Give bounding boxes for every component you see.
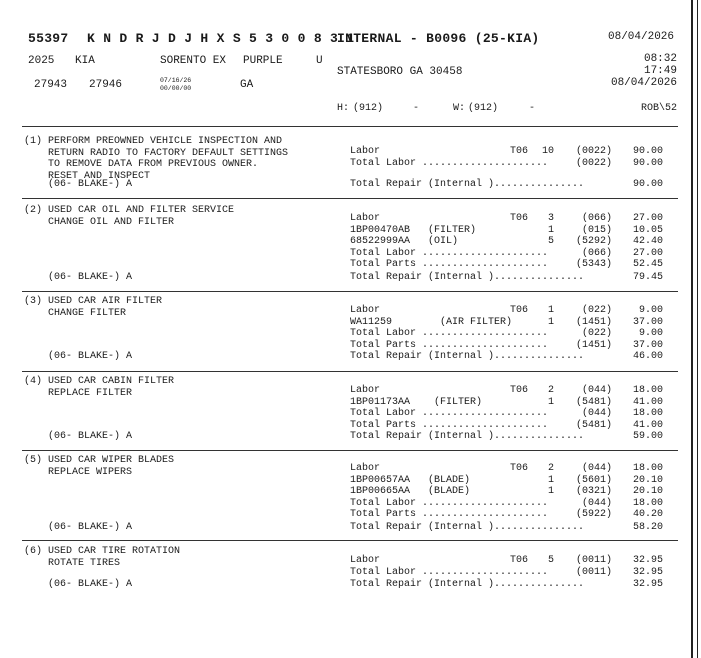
line-item-label: Total Parts ..................... [350,419,549,431]
line-item-ref: (5481) [575,419,612,431]
home-phone-label: H: [337,103,350,114]
divider [22,198,678,199]
line-item-amount: 46.00 [632,351,663,362]
divider [22,371,678,372]
line-item-ref: (044) [581,408,612,420]
line-item-label: Total Labor ..................... [350,408,549,420]
line-item-ref: (0022) [575,146,612,157]
line-item-amount: 52.45 [632,259,663,271]
line-item-label: Total Labor ..................... [350,566,549,578]
line-item-label: Total Parts ..................... [350,339,549,351]
line-item-qty: 1 [547,305,554,316]
job-description-line: (6) USED CAR TIRE ROTATION [24,546,181,557]
vehicle-color: PURPLE [243,55,283,67]
line-item-amount: 37.00 [632,316,663,328]
line-item-ref: (044) [581,497,612,509]
line-item-amount: 18.00 [632,408,663,420]
line-item-label: Labor [350,385,381,396]
job-description-line: (4) USED CAR CABIN FILTER [24,376,175,387]
vin: K N D R J D J H X S 5 3 0 0 8 3 1 [87,31,355,46]
line-item-qty: 5 [547,555,554,566]
line-item-tech-code: T06 [510,305,529,316]
job-description-line: RESET AND INSPECT [24,170,151,182]
line-item-label: 68522999AA (OIL) [350,236,459,248]
line-item-label: Total Labor ..................... [350,328,549,340]
line-item-ref: (015) [581,224,612,236]
divider [22,126,678,127]
line-item-qty: 10 [541,146,554,157]
line-item-label: Total Parts ..................... [350,259,549,271]
line-item-label: Total Labor ..................... [350,497,549,509]
line-item-label: Total Repair (Internal )............... [350,579,585,590]
line-item-tech-code: T06 [510,213,529,224]
line-item-qty: 5 [547,236,554,248]
line-item-label: 1BP00665AA (BLADE) [350,486,471,498]
work-phone-value: (912) [468,103,499,114]
job-description-line: RETURN RADIO TO FACTORY DEFAULT SETTINGS [24,147,289,159]
line-item-label: Total Repair (Internal )............... [350,522,585,533]
line-item-label: WA11259 (AIR FILTER) [350,316,513,328]
line-item-amount: 10.05 [632,224,663,236]
line-item-amount: 90.00 [632,179,663,190]
job-description-line: (5) USED CAR WIPER BLADES [24,455,175,466]
num-1: 27943 [34,79,68,91]
vehicle-year: 2025 [28,55,55,67]
line-item-tech-code: T06 [510,146,529,157]
line-item-amount: 32.95 [632,566,663,578]
line-item-qty: 1 [547,486,554,498]
divider [22,540,678,541]
line-item-amount: 18.00 [632,497,663,509]
line-item-label: Labor [350,555,381,566]
line-item-amount: 9.00 [638,328,663,340]
line-item-qty: 3 [547,213,554,224]
line-item-ref: (5601) [575,474,612,486]
line-item-ref: (0011) [575,566,612,578]
page-edge-line-outer [697,0,698,658]
line-item-label: Total Repair (Internal )............... [350,179,585,190]
state-code: GA [240,79,254,91]
line-item-amount: 27.00 [632,247,663,259]
job-description-line: TO REMOVE DATA FROM PREVIOUS OWNER. [24,159,259,171]
line-item-qty: 1 [547,224,554,236]
line-item-amount: 18.00 [632,463,663,474]
line-item-qty: 2 [547,463,554,474]
line-item-ref: (5922) [575,509,612,521]
ro-number: 55397 [28,31,69,46]
city-state-zip: STATESBORO GA 30458 [337,66,463,78]
date-top: 08/04/2026 [608,31,675,43]
line-item-amount: 79.45 [632,272,663,283]
line-item-ref: (022) [581,328,612,340]
line-item-tech-code: T06 [510,463,529,474]
line-item-amount: 9.00 [638,305,663,316]
line-item-label: 1BP00657AA (BLADE) [350,474,471,486]
line-item-amount: 90.00 [632,157,663,169]
date-2: 08/04/2026 [610,77,677,89]
line-item-qty: 1 [547,316,554,328]
job-description-line: CHANGE FILTER [24,307,127,319]
line-item-tech-code: T06 [510,385,529,396]
line-item-amount: 37.00 [632,339,663,351]
vehicle-model: SORENTO EX [160,55,227,67]
line-item-ref: (044) [581,463,612,474]
job-description-line: REPLACE WIPERS [24,466,133,478]
line-item-ref: (1451) [575,339,612,351]
line-item-amount: 27.00 [632,213,663,224]
line-item-label: Labor [350,213,381,224]
job-description-line: REPLACE FILTER [24,387,133,399]
job-description-line: (1) PERFORM PREOWNED VEHICLE INSPECTION AND [24,136,283,147]
line-item-label: Labor [350,305,381,316]
line-item-label: 1BP00470AB (FILTER) [350,224,477,236]
advisor: ROB\52 [640,103,677,114]
line-item-amount: 58.20 [632,522,663,533]
date-small-1: 07/16/26 [160,77,192,84]
job-technician: (06- BLAKE-) A [24,431,133,442]
line-item-amount: 59.00 [632,431,663,442]
line-item-ref: (5481) [575,396,612,408]
job-technician: (06- BLAKE-) A [24,272,133,283]
line-item-amount: 40.20 [632,509,663,521]
date-small-2: 00/00/00 [160,85,192,92]
line-item-label: Total Repair (Internal )............... [350,272,585,283]
line-item-amount: 32.95 [632,579,663,590]
job-description-line: (3) USED CAR AIR FILTER [24,296,163,307]
line-item-amount: 42.40 [632,236,663,248]
time-2: 17:49 [643,65,677,77]
job-description-line: (2) USED CAR OIL AND FILTER SERVICE [24,205,235,216]
job-description-line: CHANGE OIL AND FILTER [24,216,175,228]
work-phone-label: W: [453,103,466,114]
line-item-ref: (066) [581,247,612,259]
line-item-ref: (022) [581,305,612,316]
line-item-amount: 41.00 [632,419,663,431]
divider [22,450,678,451]
line-item-label: Total Repair (Internal )............... [350,431,585,442]
line-item-label: Total Parts ..................... [350,509,549,521]
line-item-label: Total Repair (Internal )............... [350,351,585,362]
dash-2: - [529,103,536,114]
home-phone-value: (912) [353,103,384,114]
line-item-ref: (5292) [575,236,612,248]
line-item-qty: 1 [547,474,554,486]
line-item-amount: 18.00 [632,385,663,396]
line-item-label: Total Labor ..................... [350,157,549,169]
job-technician: (06- BLAKE-) A [24,522,133,533]
job-description-line: ROTATE TIRES [24,557,121,569]
line-item-ref: (1451) [575,316,612,328]
line-item-label: Labor [350,146,381,157]
time-1: 08:32 [643,53,677,65]
line-item-ref: (0321) [575,486,612,498]
line-item-label: 1BP01173AA (FILTER) [350,396,483,408]
line-item-amount: 20.10 [632,474,663,486]
account-label: INTERNAL - B0096 (25-KIA) [337,31,540,46]
vehicle-make: KIA [75,55,95,67]
line-item-amount: 32.95 [632,555,663,566]
line-item-label: Labor [350,463,381,474]
line-item-amount: 20.10 [632,486,663,498]
line-item-ref: (0022) [575,157,612,169]
page-edge-line [691,0,693,658]
line-item-amount: 41.00 [632,396,663,408]
line-item-qty: 1 [547,396,554,408]
dash-1: - [413,103,420,114]
line-item-ref: (5343) [575,259,612,271]
line-item-amount: 90.00 [632,146,663,157]
num-2: 27946 [89,79,123,91]
job-technician: (06- BLAKE-) A [24,579,133,590]
line-item-ref: (044) [581,385,612,396]
line-item-label: Total Labor ..................... [350,247,549,259]
line-item-tech-code: T06 [510,555,529,566]
line-item-ref: (066) [581,213,612,224]
code-u: U [316,55,323,67]
job-technician: (06- BLAKE-) A [24,351,133,362]
divider [22,291,678,292]
line-item-ref: (0011) [575,555,612,566]
job-technician: (06- BLAKE-) A [24,179,133,190]
line-item-qty: 2 [547,385,554,396]
